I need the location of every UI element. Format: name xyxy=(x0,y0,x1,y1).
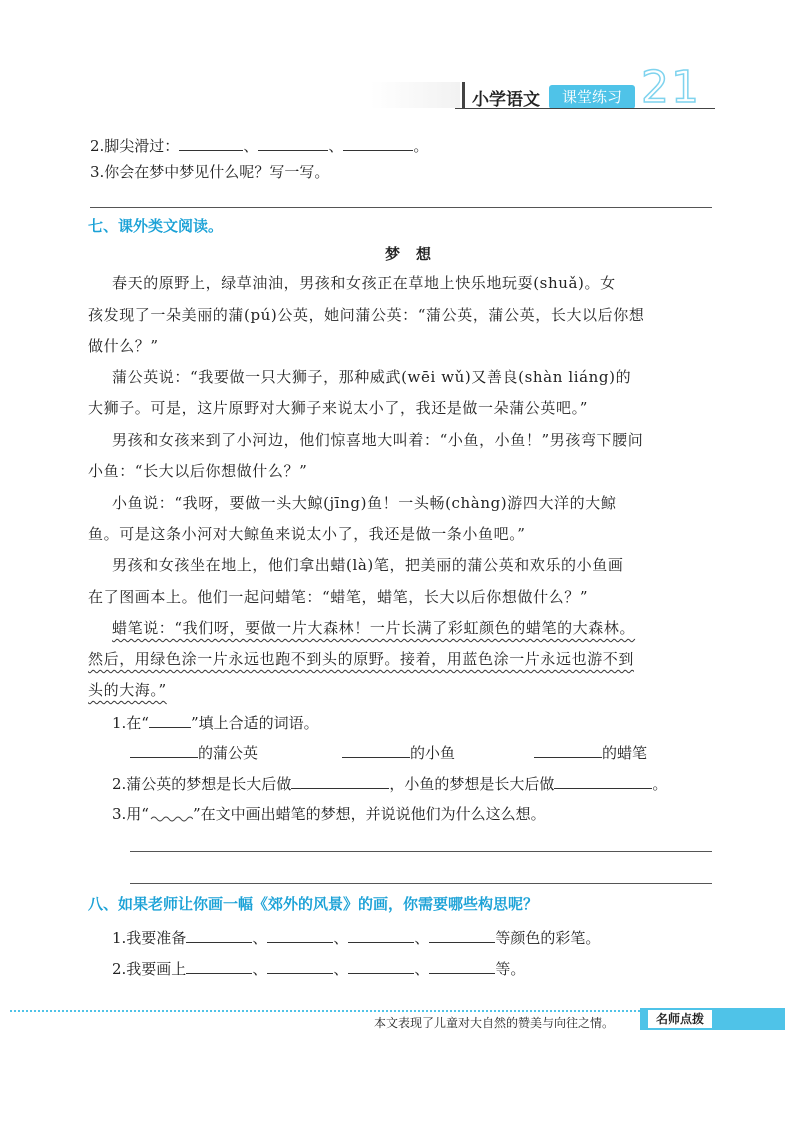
answer-blank[interactable] xyxy=(554,773,652,789)
answer-blank[interactable] xyxy=(186,958,252,974)
passage-line: 小鱼说：“我呀，要做一头大鲸(jīng)鱼！一头畅(chàng)游四大洋的大鲸 xyxy=(112,494,617,512)
question-label: 2.脚尖滑过： xyxy=(90,137,180,155)
header-decoration xyxy=(370,82,460,108)
writing-line[interactable] xyxy=(90,207,712,208)
drawing-question-1 xyxy=(112,927,600,948)
writing-line[interactable] xyxy=(130,883,712,884)
question-prefix: 1.在“ xyxy=(112,714,149,732)
answer-blank[interactable] xyxy=(186,927,252,943)
passage-line-underlined: 蜡笔说：“我们呀，要做一片大森林！一片长满了彩虹颜色的蜡笔的大森林。 xyxy=(112,619,636,637)
separator: 、 xyxy=(333,960,349,978)
period: 。 xyxy=(413,137,429,155)
question-suffix: 等颜色的彩笔。 xyxy=(495,929,601,947)
answer-blank[interactable] xyxy=(342,742,410,758)
answer-blank[interactable] xyxy=(267,927,333,943)
reading-question-1 xyxy=(112,712,319,733)
passage-line: 大狮子。可是，这片原野对大狮子来说太小了，我还是做一朵蒲公英吧。” xyxy=(88,399,588,417)
question-part: 2.蒲公英的梦想是长大后做 xyxy=(112,775,292,793)
passage-line: 小鱼：“长大以后你想做什么？” xyxy=(88,462,308,480)
fill-item-fish xyxy=(342,742,455,763)
fill-item-label: 的小鱼 xyxy=(410,744,456,762)
question-prefix: 1.我要准备 xyxy=(112,929,187,947)
header-divider xyxy=(462,82,465,108)
writing-line[interactable] xyxy=(130,851,712,852)
passage-line: 做什么？” xyxy=(88,337,159,355)
answer-blank[interactable] xyxy=(179,135,243,151)
answer-blank[interactable] xyxy=(343,135,413,151)
answer-blank[interactable] xyxy=(429,927,495,943)
separator: 、 xyxy=(414,960,430,978)
separator: 、 xyxy=(328,137,344,155)
header-subject: 小学语文 xyxy=(472,90,540,110)
page-number: 21 xyxy=(641,62,701,113)
passage-line: 孩发现了一朵美丽的蒲(pú)公英，她问蒲公英：“蒲公英，蒲公英，长大以后你想 xyxy=(88,306,645,324)
answer-blank[interactable] xyxy=(149,712,191,728)
answer-blank[interactable] xyxy=(429,958,495,974)
fill-item-label: 的蒲公英 xyxy=(198,744,259,762)
question-suffix: 等。 xyxy=(495,960,526,978)
footer-dotted-rule xyxy=(10,1010,640,1012)
answer-blank[interactable] xyxy=(348,958,414,974)
answer-blank[interactable] xyxy=(267,958,333,974)
teacher-tip-text: 本文表现了儿童对大自然的赞美与向往之情。 xyxy=(374,1016,615,1030)
passage-line: 春天的原野上，绿草油油，男孩和女孩正在草地上快乐地玩耍(shuǎ)。女 xyxy=(112,274,616,292)
section-8-heading: 八、如果老师让你画一幅《郊外的风景》的画，你需要哪些构思呢？ xyxy=(88,895,539,913)
separator: 、 xyxy=(243,137,259,155)
fill-item-label: 的蜡笔 xyxy=(602,744,648,762)
passage-line: 蒲公英说：“我要做一只大狮子，那种威武(wēi wǔ)又善良(shàn liáng)的 xyxy=(112,368,632,386)
reading-question-2 xyxy=(112,773,667,794)
question-prefix: 3.用“ xyxy=(112,805,149,823)
question-prefix: 2.我要画上 xyxy=(112,960,187,978)
header-rule xyxy=(455,108,715,109)
question-part: ，小鱼的梦想是长大后做 xyxy=(389,775,555,793)
passage-line: 男孩和女孩来到了小河边，他们惊喜地大叫着：“小鱼，小鱼！”男孩弯下腰问 xyxy=(112,431,644,449)
section-7-heading: 七、课外类文阅读。 xyxy=(88,217,224,235)
period: 。 xyxy=(652,775,668,793)
answer-blank[interactable] xyxy=(291,773,389,789)
answer-blank[interactable] xyxy=(534,742,602,758)
question-suffix: ”在文中画出蜡笔的梦想，并说说他们为什么这么想。 xyxy=(192,805,546,823)
answer-blank[interactable] xyxy=(130,742,198,758)
separator: 、 xyxy=(414,929,430,947)
fill-item-dandelion xyxy=(130,742,258,763)
drawing-question-2 xyxy=(112,958,525,979)
separator: 、 xyxy=(252,929,268,947)
fill-item-crayon xyxy=(534,742,647,763)
question-2-toes xyxy=(90,135,428,156)
separator: 、 xyxy=(333,929,349,947)
passage-line: 男孩和女孩坐在地上，他们拿出蜡(là)笔，把美丽的蒲公英和欢乐的小鱼画 xyxy=(112,556,624,574)
question-suffix: ”填上合适的词语。 xyxy=(190,714,319,732)
passage-title: 梦想 xyxy=(385,245,448,263)
passage-line: 鱼。可是这条小河对大鲸鱼来说太小了，我还是做一条小鱼吧。” xyxy=(88,525,526,543)
passage-line-underlined: 头的大海。” xyxy=(88,681,167,699)
teacher-tip-label: 名师点拨 xyxy=(648,1010,712,1028)
passage-line: 在了图画本上。他们一起问蜡笔：“蜡笔，蜡笔，长大以后你想做什么？” xyxy=(88,588,589,606)
answer-blank[interactable] xyxy=(348,927,414,943)
question-3-dream: 3.你会在梦中梦见什么呢？写一写。 xyxy=(90,163,330,181)
wavy-line-icon xyxy=(149,811,193,823)
header-badge: 课堂练习 xyxy=(549,85,635,109)
passage-line-underlined: 然后，用绿色涂一片永远也跑不到头的原野。接着，用蓝色涂一片永远也游不到 xyxy=(88,650,635,668)
reading-question-3 xyxy=(112,804,546,824)
answer-blank[interactable] xyxy=(258,135,328,151)
separator: 、 xyxy=(252,960,268,978)
